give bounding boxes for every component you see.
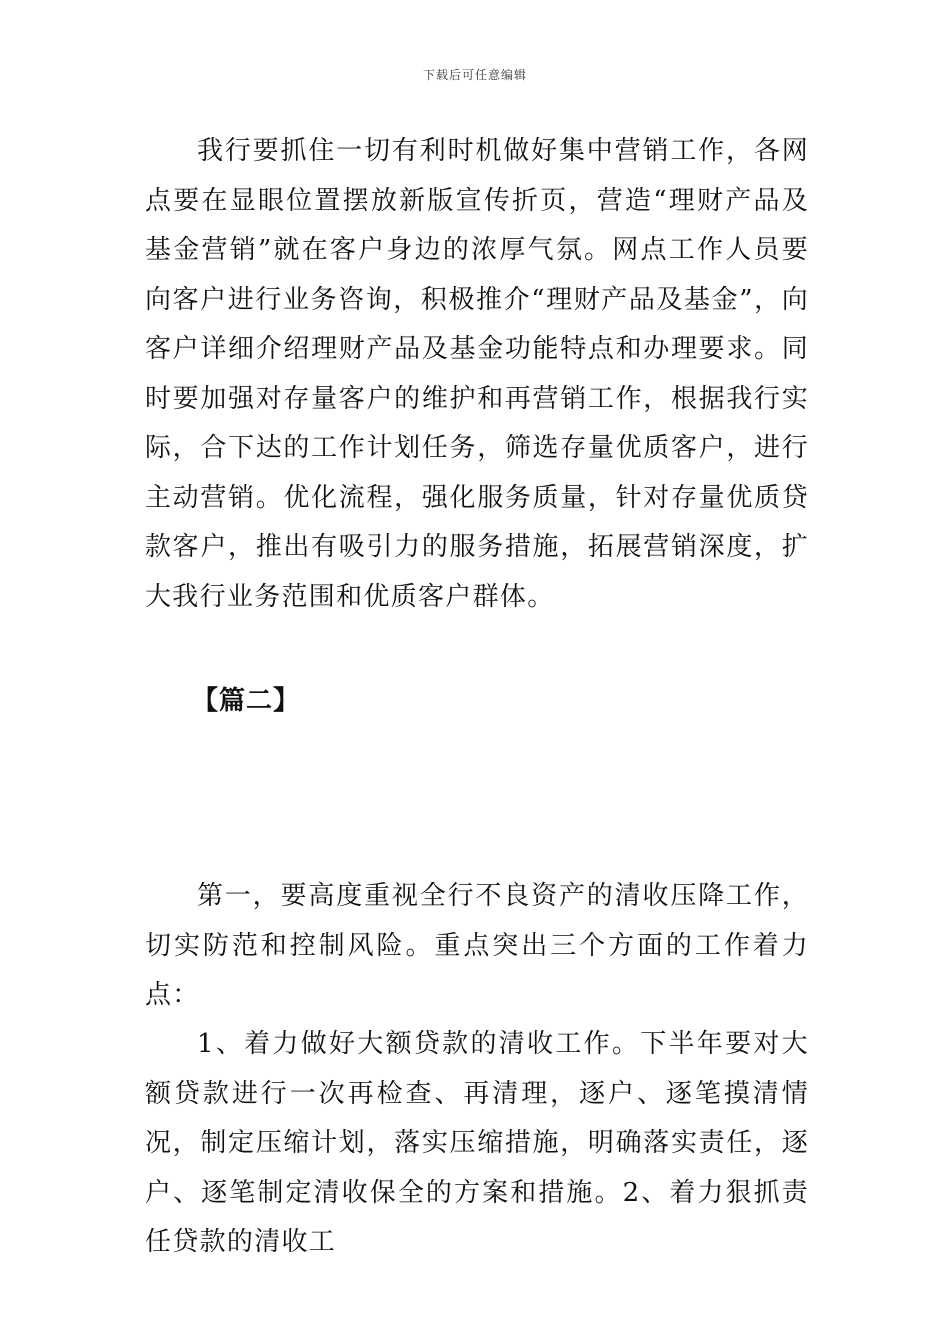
paragraph-large-loans: 1、着力做好大额贷款的清收工作。下半年要对大额贷款进行一次再检查、再清理，逐户、逐笔摸清情况，制定压缩计划，落实压缩措施，明确落实责任，逐户、逐笔制定清收保全的方案和措施。2、着力狠抓责任贷款的清收工 [145, 1029, 809, 1257]
paragraph-asset-recovery: 第一，要高度重视全行不良资产的清收压降工作，切实防范和控制风险。重点突出三个方面的工作着力点： [145, 881, 809, 1010]
section-heading: 【篇二】 [192, 686, 301, 716]
header-note: 下载后可任意编辑 [422, 68, 527, 82]
paragraph-marketing: 我行要抓住一切有利时机做好集中营销工作，各网点要在显眼位置摆放新版宣传折页，营造“理财产品及基金营销”就在客户身边的浓厚气氛。网点工作人员要向客户进行业务咨询，积极推介“理财产品及基金”，向客户详细介绍理财产品及基金功能特点和办理要求。同时要加强对存量客户的维护和再营销工作，根据我行实际，合下达的工作计划任务，筛选存量优质客户，进行主动营销。优化流程，强化服务质量，针对存量优质贷款客户，推出有吸引力的服务措施，拓展营销深度，扩大我行业务范围和优质客户群体。 [145, 136, 809, 612]
